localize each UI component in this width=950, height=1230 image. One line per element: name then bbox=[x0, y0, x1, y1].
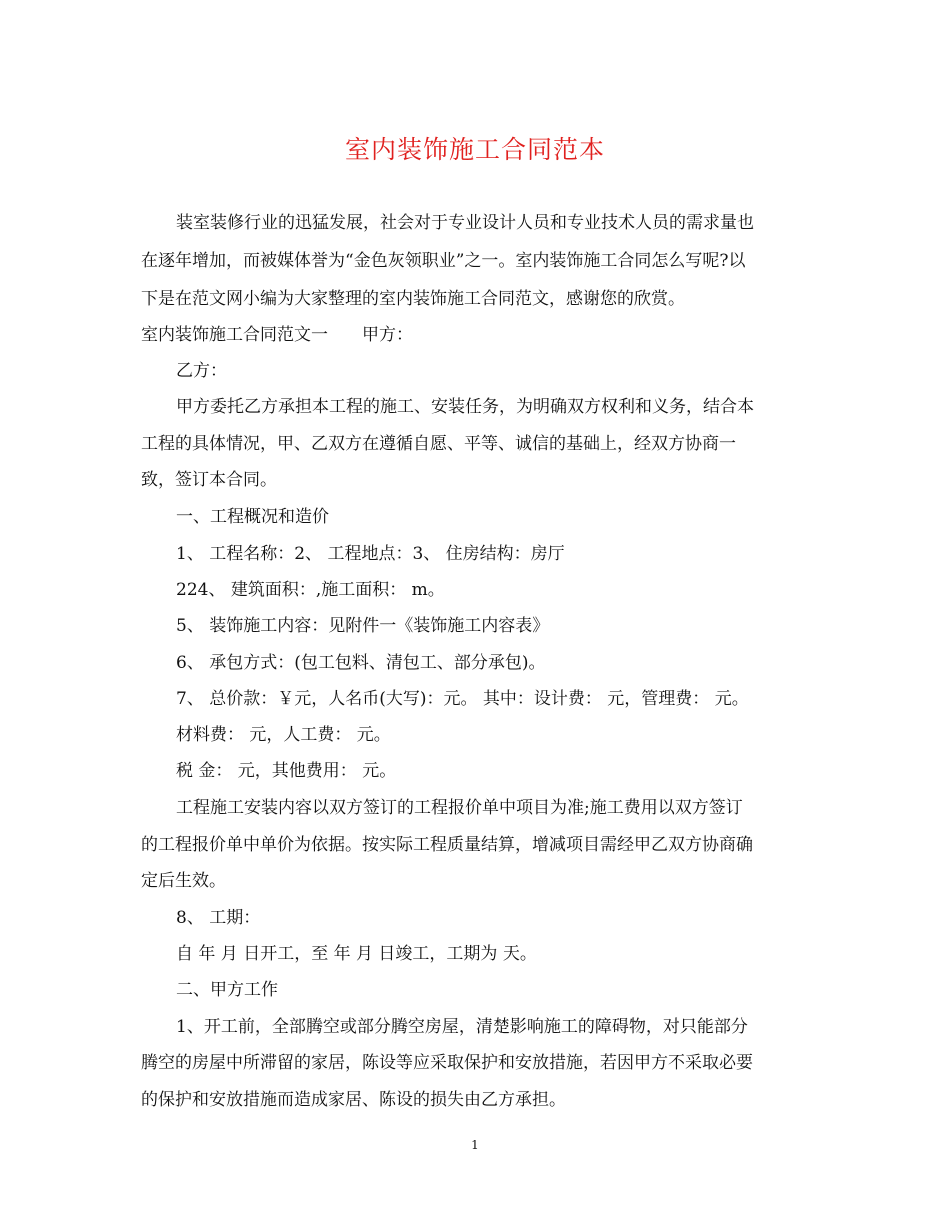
paragraph-line: 税 金： 元，其他费用： 元。 bbox=[176, 761, 397, 781]
page-number: 1 bbox=[471, 1138, 479, 1152]
paragraph-line: 乙方： bbox=[176, 361, 227, 381]
paragraph-line: 工程施工安装内容以双方签订的工程报价单中项目为准;施工费用以双方签订 bbox=[176, 798, 743, 818]
paragraph-line: 5、 装饰施工内容：见附件一《装饰施工内容表》 bbox=[176, 616, 550, 636]
paragraph-line: 的工程报价单中单价为依据。按实际工程质量结算，增减项目需经甲乙双方协商确 bbox=[141, 835, 753, 855]
paragraph-line: 1、开工前，全部腾空或部分腾空房屋，清楚影响施工的障碍物，对只能部分 bbox=[176, 1017, 748, 1037]
paragraph-line: 致，签订本合同。 bbox=[141, 470, 277, 490]
paragraph-line: 1、 工程名称：2、 工程地点：3、 住房结构：房厅 bbox=[176, 544, 565, 564]
paragraph-line: 室内装饰施工合同范文一 甲方： bbox=[141, 325, 413, 345]
paragraph-line: 材料费： 元，人工费： 元。 bbox=[176, 725, 391, 745]
section-heading: 二、甲方工作 bbox=[176, 980, 278, 1000]
paragraph-line: 定后生效。 bbox=[141, 871, 226, 891]
paragraph-line: 7、 总价款：￥元，人名币(大写)：元。 其中：设计费： 元，管理费： 元。 bbox=[176, 689, 749, 709]
document-title: 室内装饰施工合同范本 bbox=[344, 135, 605, 164]
section-heading: 一、工程概况和造价 bbox=[176, 507, 329, 527]
paragraph-line: 的保护和安放措施而造成家居、陈设的损失由乙方承担。 bbox=[141, 1090, 566, 1110]
paragraph-line: 8、 工期： bbox=[176, 908, 261, 928]
paragraph-line: 下是在范文网小编为大家整理的室内装饰施工合同范文，感谢您的欣赏。 bbox=[141, 289, 685, 309]
paragraph-line: 在逐年增加，而被媒体誉为“金色灰领职业”之一。室内装饰施工合同怎么写呢?以 bbox=[141, 251, 746, 271]
paragraph-line: 6、 承包方式：(包工包料、清包工、部分承包)。 bbox=[176, 653, 546, 673]
paragraph-line: 自 年 月 日开工，至 年 月 日竣工，工期为 天。 bbox=[176, 944, 537, 964]
paragraph-line: 224、 建筑面积：,施工面积： m。 bbox=[176, 580, 445, 600]
paragraph-line: 装室装修行业的迅猛发展，社会对于专业设计人员和专业技术人员的需求量也 bbox=[176, 213, 754, 233]
paragraph-line: 甲方委托乙方承担本工程的施工、安装任务，为明确双方权利和义务，结合本 bbox=[176, 397, 754, 417]
paragraph-line: 腾空的房屋中所滞留的家居，陈设等应采取保护和安放措施，若因甲方不采取必要 bbox=[141, 1053, 753, 1073]
paragraph-line: 工程的具体情况，甲、乙双方在遵循自愿、平等、诚信的基础上，经双方协商一 bbox=[141, 434, 736, 454]
